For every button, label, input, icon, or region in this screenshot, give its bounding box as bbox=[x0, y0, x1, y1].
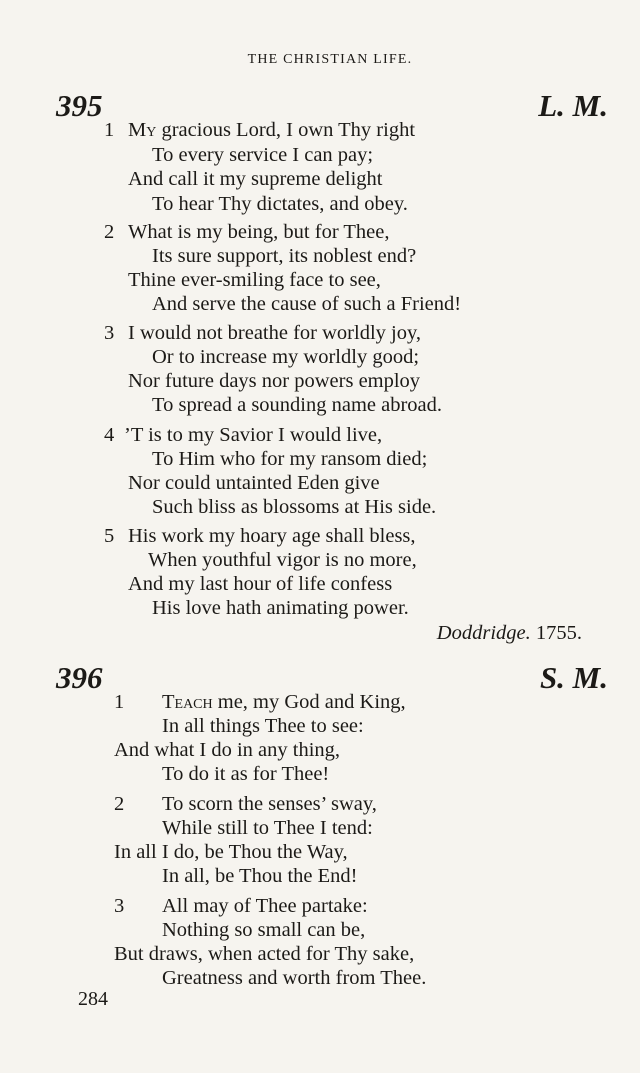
verse-line: Or to increase my worldly good; bbox=[152, 346, 420, 368]
verse-number: 2 bbox=[104, 221, 115, 243]
verse-line: And what I do in any thing, bbox=[114, 739, 341, 761]
verse-line: To scorn the senses’ sway, bbox=[162, 793, 377, 815]
hymn-attribution bbox=[437, 622, 582, 645]
verse-line: His work my hoary age shall bless, bbox=[128, 525, 416, 547]
verse-line: To spread a sounding name abroad. bbox=[152, 394, 443, 416]
verse-line: In all, be Thou the End! bbox=[162, 865, 358, 887]
hymn-396-header bbox=[56, 660, 608, 694]
verse-line: In all I do, be Thou the Way, bbox=[114, 841, 348, 863]
verse-line: Such bliss as blossoms at His side. bbox=[152, 496, 437, 518]
verse-line: To hear Thy dictates, and obey. bbox=[152, 193, 408, 215]
verse-line: And call it my supreme delight bbox=[128, 168, 383, 190]
verse-line: What is my being, but for Thee, bbox=[128, 221, 390, 243]
hymn-meter: S. M. bbox=[539, 660, 608, 695]
verse-line: All may of Thee partake: bbox=[162, 895, 368, 917]
verse-line: Its sure support, its noblest end? bbox=[152, 245, 417, 267]
verse-line: His love hath animating power. bbox=[152, 597, 409, 619]
hymn-number: 396 bbox=[56, 660, 103, 695]
verse-line: Thine ever-smiling face to see, bbox=[128, 269, 381, 291]
hymn-number: 395 bbox=[56, 88, 103, 123]
running-head: THE CHRISTIAN LIFE. bbox=[247, 52, 413, 67]
verse-line: And serve the cause of such a Friend! bbox=[152, 293, 462, 315]
verse-line: Nor future days nor powers employ bbox=[128, 370, 421, 392]
verse-line: But draws, when acted for Thy sake, bbox=[114, 943, 415, 965]
author-year: 1755. bbox=[535, 622, 582, 644]
verse-line: In all things Thee to see: bbox=[162, 715, 364, 737]
verse-line: When youthful vigor is no more, bbox=[148, 549, 417, 571]
verse-line: Nor could untainted Eden give bbox=[128, 472, 380, 494]
verse-number: 2 bbox=[114, 793, 125, 815]
page-number: 284 bbox=[78, 988, 108, 1010]
verse-line: Greatness and worth from Thee. bbox=[162, 967, 427, 989]
verse-line: To Him who for my ransom died; bbox=[152, 448, 428, 470]
verse-number: 1 bbox=[104, 119, 115, 141]
author-name: Doddridge. bbox=[436, 622, 531, 644]
verse-line: And my last hour of life confess bbox=[128, 573, 393, 595]
verse-number: 3 bbox=[104, 322, 115, 344]
verse-line: My gracious Lord, I own Thy right bbox=[128, 119, 416, 141]
verse-line: To every service I can pay; bbox=[152, 144, 374, 166]
verse-line: I would not breathe for worldly joy, bbox=[128, 322, 422, 344]
hymn-meter: L. M. bbox=[538, 88, 608, 123]
verse-number: 3 bbox=[114, 895, 125, 917]
hymn-395-header bbox=[56, 88, 608, 122]
verse-number: 5 bbox=[104, 525, 115, 547]
verse-number: 1 bbox=[114, 691, 125, 713]
verse-line: Teach me, my God and King, bbox=[162, 691, 406, 713]
verse-line: ’T is to my Savior I would live, bbox=[124, 424, 383, 446]
verse-number: 4 bbox=[104, 424, 115, 446]
verse-line: Nothing so small can be, bbox=[162, 919, 366, 941]
verse-line: While still to Thee I tend: bbox=[162, 817, 373, 839]
verse-line: To do it as for Thee! bbox=[162, 763, 330, 785]
